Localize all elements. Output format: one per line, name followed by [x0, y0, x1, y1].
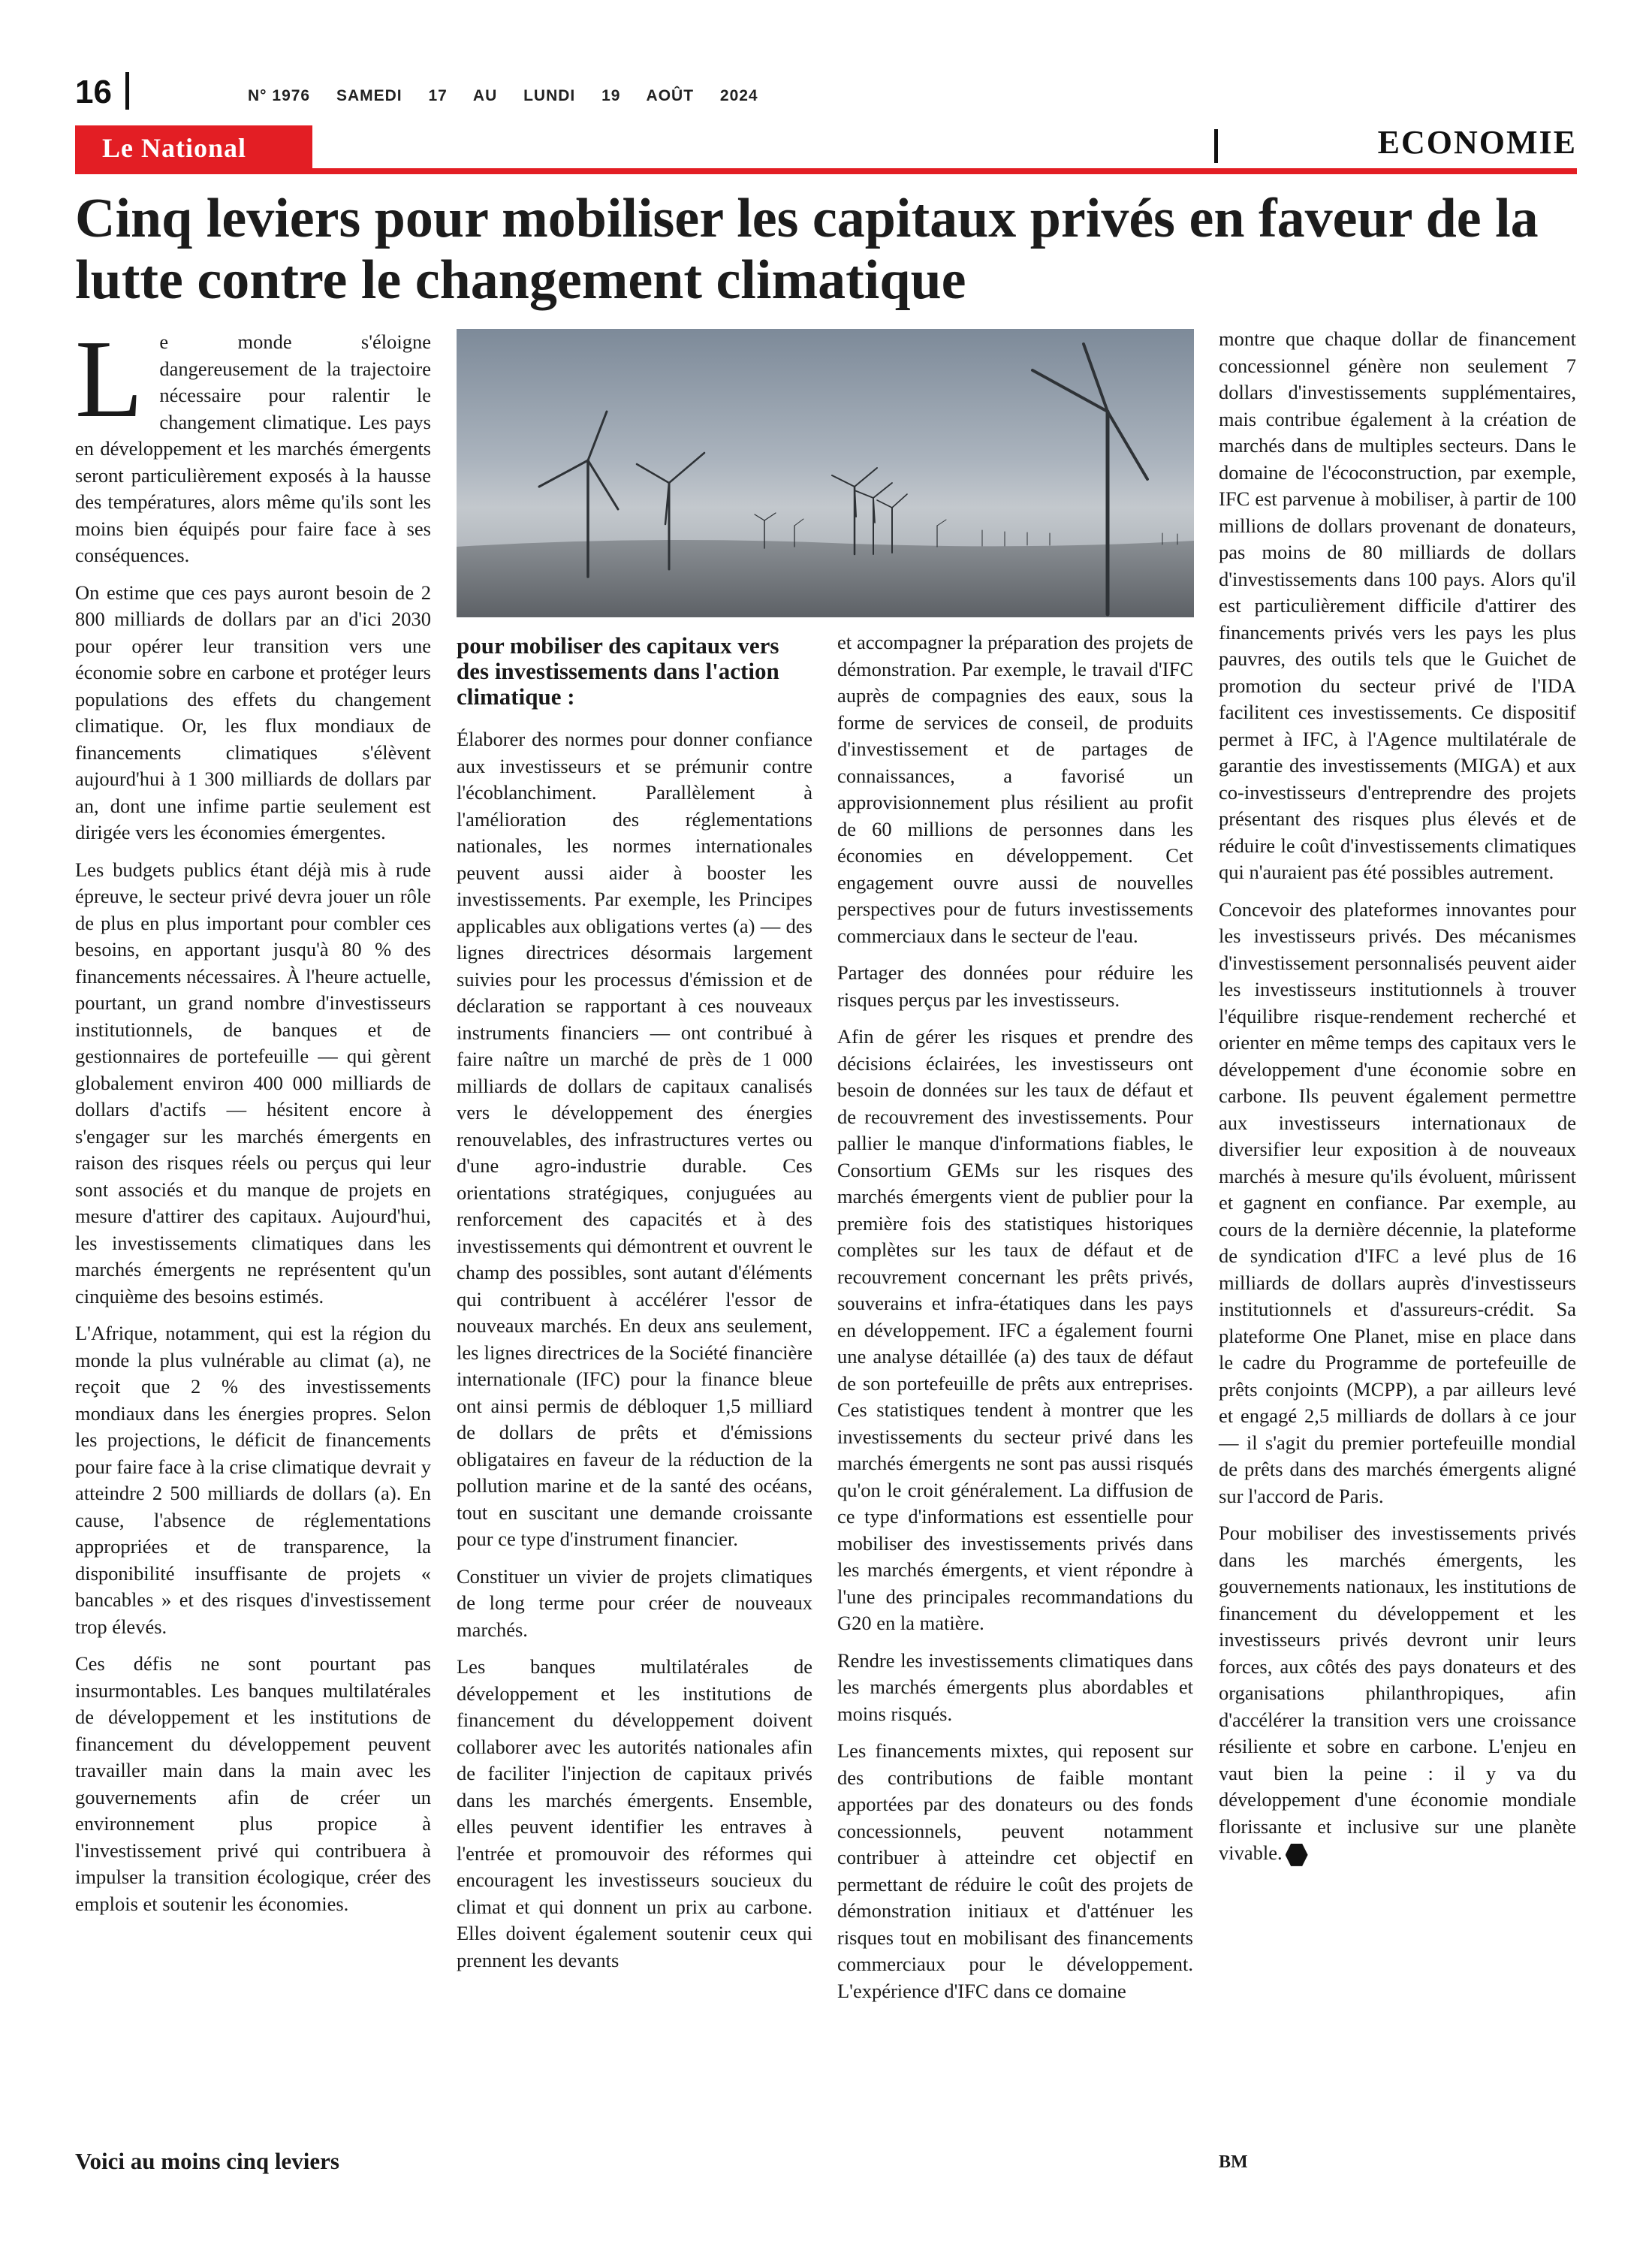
- paragraph: et accompagner la préparation des projets de démonstration. Par exemple, le travail d'IFC auprès de compagnies des eaux, sous la forme de services de conseil, de produits d'investissement et de partages de connaissances, a favorisé un approvisionnement plus résilient au profit de 60 millions de personnes dans les économies en développement. Cet engagement ouvre aussi de nouvelles perspectives pour de futurs investissements commerciaux dans le secteur de l'eau.: [837, 631, 1193, 947]
- paragraph: Les banques multilatérales de développement et les institutions de financement du développement doivent collaborer avec les autorités nationales afin de faciliter l'injection de capitaux privés dans les marchés émergents. Ensemble, elles peuvent identifier les entraves à l'entrée et promouvoir des réformes qui encouragent les investisseurs soucieux du climat et qui donnent un prix au carbone. Elles doivent également soutenir ceux qui prennent les devants: [457, 1655, 812, 1971]
- paragraph: Constituer un vivier de projets climatiques de long terme pour créer de nouveaux marchés.: [457, 1564, 812, 1641]
- byline: BM: [1219, 2152, 1248, 2172]
- paragraph: Partager des données pour réduire les risques perçus par les investisseurs.: [837, 961, 1193, 1011]
- article-column-3: [837, 629, 1193, 2015]
- paragraph: [75, 318, 431, 569]
- paragraph: L'Afrique, notamment, qui est la région du monde la plus vulnérable au climat (a), ne reçoit que 2 % des investissements mondiaux dans les énergies propres. Selon les projections, le déficit de financements pour faire face à la crise climatique devrait y atteindre 2 500 milliards de dollars (a). En cause, l'absence de réglementations appropriées et de transparence, la disponibilité insuffisante de projets « bancables » et des risques d'investissement trop élevés.: [75, 1322, 431, 1638]
- issue-number: N° 1976: [248, 87, 311, 104]
- paragraph: On estime que ces pays auront besoin de 2 800 milliards de dollars par an d'ici 2030 pour opérer leur transition vers une économie sobre en carbone et protéger leurs populations des effets du changement climatique. Or, les flux mondiaux de financements climatiques s'élèvent aujourd'hui à 1 300 milliards de dollars par an, dont une infime partie seulement est dirigée vers les économies émergentes.: [75, 581, 431, 843]
- end-mark-icon: [1286, 1844, 1308, 1866]
- paragraph: montre que chaque dollar de financement concessionnel génère non seulement 7 dollars d'investissements supplémentaires, mais contribue également à la création de marchés dans de multiples secteurs. Dans le domaine de l'écoconstruction, par exemple, IFC est parvenue à mobiliser, à partir de 100 millions de dollars provenant de donateurs, pas moins de 80 milliards de dollars d'investissements dans 100 pays. Alors qu'il est particulièrement difficile d'attirer des financements privés vers les pays les plus pauvres, des outils tels que le Guichet de promotion du secteur privé de l'IDA facilitent ces investissements. Ce dispositif permet à IFC, à l'Agence multilatérale de garantie des investissements (MIGA) et aux co-investisseurs d'entreprendre des projets présentant des risques plus élevés et de réduire le coût d'investissements climatiques qui n'auraient pas été possibles autrement.: [1219, 327, 1576, 883]
- brand-name: Le National: [102, 133, 247, 163]
- date-day-from: SAMEDI: [336, 87, 402, 104]
- paragraph: Les budgets publics étant déjà mis à rude épreuve, le secteur privé devra jouer un rôle de plus en plus important pour combler ces besoins, en apportant jusqu'à 80 % des financements nécessaires. À l'heure actuelle, pourtant, un grand nombre d'investisseurs institutionnels, de banques et de gestionnaires de portefeuille — qui gèrent globalement environ 400 000 milliards de dollars d'actifs — hésitent encore à s'engager sur les marchés émergents en raison des risques réels ou perçus qui leur sont associés et du manque de projets en mesure d'attirer des capitaux. Aujourd'hui, les investissements climatiques dans les marchés émergents ne représentent qu'un cinquième des besoins estimés.: [75, 858, 431, 1307]
- section-divider: [1214, 129, 1218, 163]
- article-column-1: [75, 318, 431, 1928]
- date-day-to: LUNDI: [523, 87, 576, 104]
- lead-text: e monde s'éloigne dangereusement de la trajectoire nécessaire pour ralentir le changement climatique. Les pays en développement et les marchés émergents seront particulièrement exposés à la hausse des températures, alors même qu'ils sont les moins bien équipés pour faire face à ses conséquences.: [75, 330, 431, 566]
- header-rule: [75, 168, 1577, 174]
- levers-intro: Voici au moins cinq leviers: [75, 2148, 339, 2174]
- article-headline: Cinq leviers pour mobiliser les capitaux privés en faveur de la lutte contre le changement climatique: [75, 188, 1539, 311]
- date-connector: AU: [472, 87, 498, 104]
- paragraph: Afin de gérer les risques et prendre des décisions éclairées, les investisseurs ont besoin de données sur les taux de défaut et de recouvrement des investissements. Pour pallier le manque d'informations fiables, le Consortium GEMs sur les risques des marchés émergents vient de publier pour la première fois des statistiques historiques complètes sur les taux de défaut et de recouvrement concernant les prêts privés, souverains et infra-étatiques dans les pays en développement. IFC a également fourni une analyse détaillée (a) des taux de défaut de son portefeuille de prêts aux entreprises. Ces statistiques tendent à montrer que les investissements du secteur privé dans les marchés émergents ne sont pas aussi risqués qu'on le croit généralement. La diffusion de ce type d'informations est essentielle pour mobiliser des investissements privés dans les marchés émergents, et vient répondre à l'une des principales recommandations du G20 en la matière.: [837, 1025, 1193, 1634]
- folio-divider: [125, 72, 129, 110]
- drop-cap: L: [75, 318, 143, 441]
- paragraph: Ces défis ne sont pourtant pas insurmontables. Les banques multilatérales de développement et les institutions de financement du développement peuvent travailler main dans la main avec les gouvernements afin de créer un environnement plus propice à l'investissement privé qui contribuera à impulser la transition écologique, créer des emplois et soutenir les économies.: [75, 1652, 431, 1915]
- date-year: 2024: [719, 87, 758, 104]
- closing-text: Pour mobiliser des investissements privés dans les marchés émergents, les gouvernements nationaux, les institutions de financement du développement et les investisseurs privés devront unir leurs forces, aux côtés des pays donateurs et des organisations philanthropiques, afin d'accélérer la transition vers une croissance résiliente et sobre en carbone. L'enjeu en vaut bien la peine : il y va du développement d'une économie mondiale florissante et inclusive sur une planète vivable.: [1219, 1522, 1576, 1864]
- paragraph: Rendre les investissements climatiques dans les marchés émergents plus abordables et moins risqués.: [837, 1648, 1193, 1725]
- paragraph: Les financements mixtes, qui reposent sur des contributions de faible montant apportées par des donateurs ou des fonds concessionnels, peuvent notamment contribuer à atteindre cet objectif en permettant de réduire le coût des projets de démonstration initiaux et d'atténuer les risques tout en mobilisant des financements commerciaux pour le développement. L'expérience d'IFC dans ce domaine: [837, 1739, 1193, 2002]
- date-month: AOÛT: [646, 87, 695, 104]
- article-column-4: [1219, 326, 1576, 1878]
- page-number: 16: [75, 74, 112, 110]
- subheading: pour mobiliser des capitaux vers des investissements dans l'action climatique :: [457, 632, 779, 710]
- wind-turbines-illustration: [457, 329, 1194, 617]
- paragraph: Concevoir des plateformes innovantes pour les investisseurs privés. Des mécanismes d'investissement personnalisés peuvent aider les investisseurs institutionnels à trouver l'équilibre risque-rendement recherché et orienter en même temps des capitaux vers le développement d'une économie sobre en carbone. Ils peuvent également permettre aux investisseurs internationaux de diversifier leur exposition à de nouveaux marchés à mesure qu'ils évoluent, mûrissent et gagnent en confiance. Par exemple, au cours de la dernière décennie, la plateforme de syndication d'IFC a levé plus de 16 milliards de dollars auprès d'investisseurs institutionnels et d'assureurs-crédit. Sa plateforme One Planet, mise en place dans le cadre du Programme de portefeuille de prêts conjoints (MCPP), a par ailleurs levé et engagé 2,5 milliards de dollars à ce jour — il s'agit du premier portefeuille mondial de prêts dans des marchés émergents aligné sur l'accord de Paris.: [1219, 897, 1576, 1507]
- paragraph: [1219, 1520, 1576, 1867]
- date-from: 17: [428, 87, 448, 104]
- section-label: ECONOMIE: [1377, 124, 1577, 161]
- paragraph: Élaborer des normes pour donner confiance aux investisseurs et se prémunir contre l'écoblanchiment. Parallèlement à l'amélioration des réglementations nationales, les normes internationales peuvent aussi aider à booster les investissements. Par exemple, les Principes applicables aux obligations vertes (a) — des lignes directrices désormais largement suivies pour les processus d'émission et de déclaration se rapportant à ces nouveaux instruments financiers — ont contribué à faire naître un marché de près de 1 000 milliards de dollars de capitaux canalisés vers le développement des énergies renouvelables, des infrastructures vertes ou d'une agro-industrie durable. Ces orientations stratégiques, conjuguées au renforcement des capacités et à des investissements qui démontrent et ouvrent le champ des possibles, sont autant d'éléments qui contribuent à accélérer l'essor de nouveaux marchés. En deux ans seulement, les lignes directrices de la Société financière internationale (IFC) pour la finance bleue ont ainsi permis de débloquer 1,5 milliard de dollars de prêts et d'émissions obligataires en faveur de la réduction de la pollution marine et de la santé des océans, tout en suscitant une demande croissante pour ce type d'instrument financier.: [457, 728, 812, 1550]
- wind-turbines-photo: [457, 329, 1194, 617]
- dateline: [248, 87, 779, 105]
- date-to: 19: [601, 87, 621, 104]
- article-column-2: [457, 633, 812, 1984]
